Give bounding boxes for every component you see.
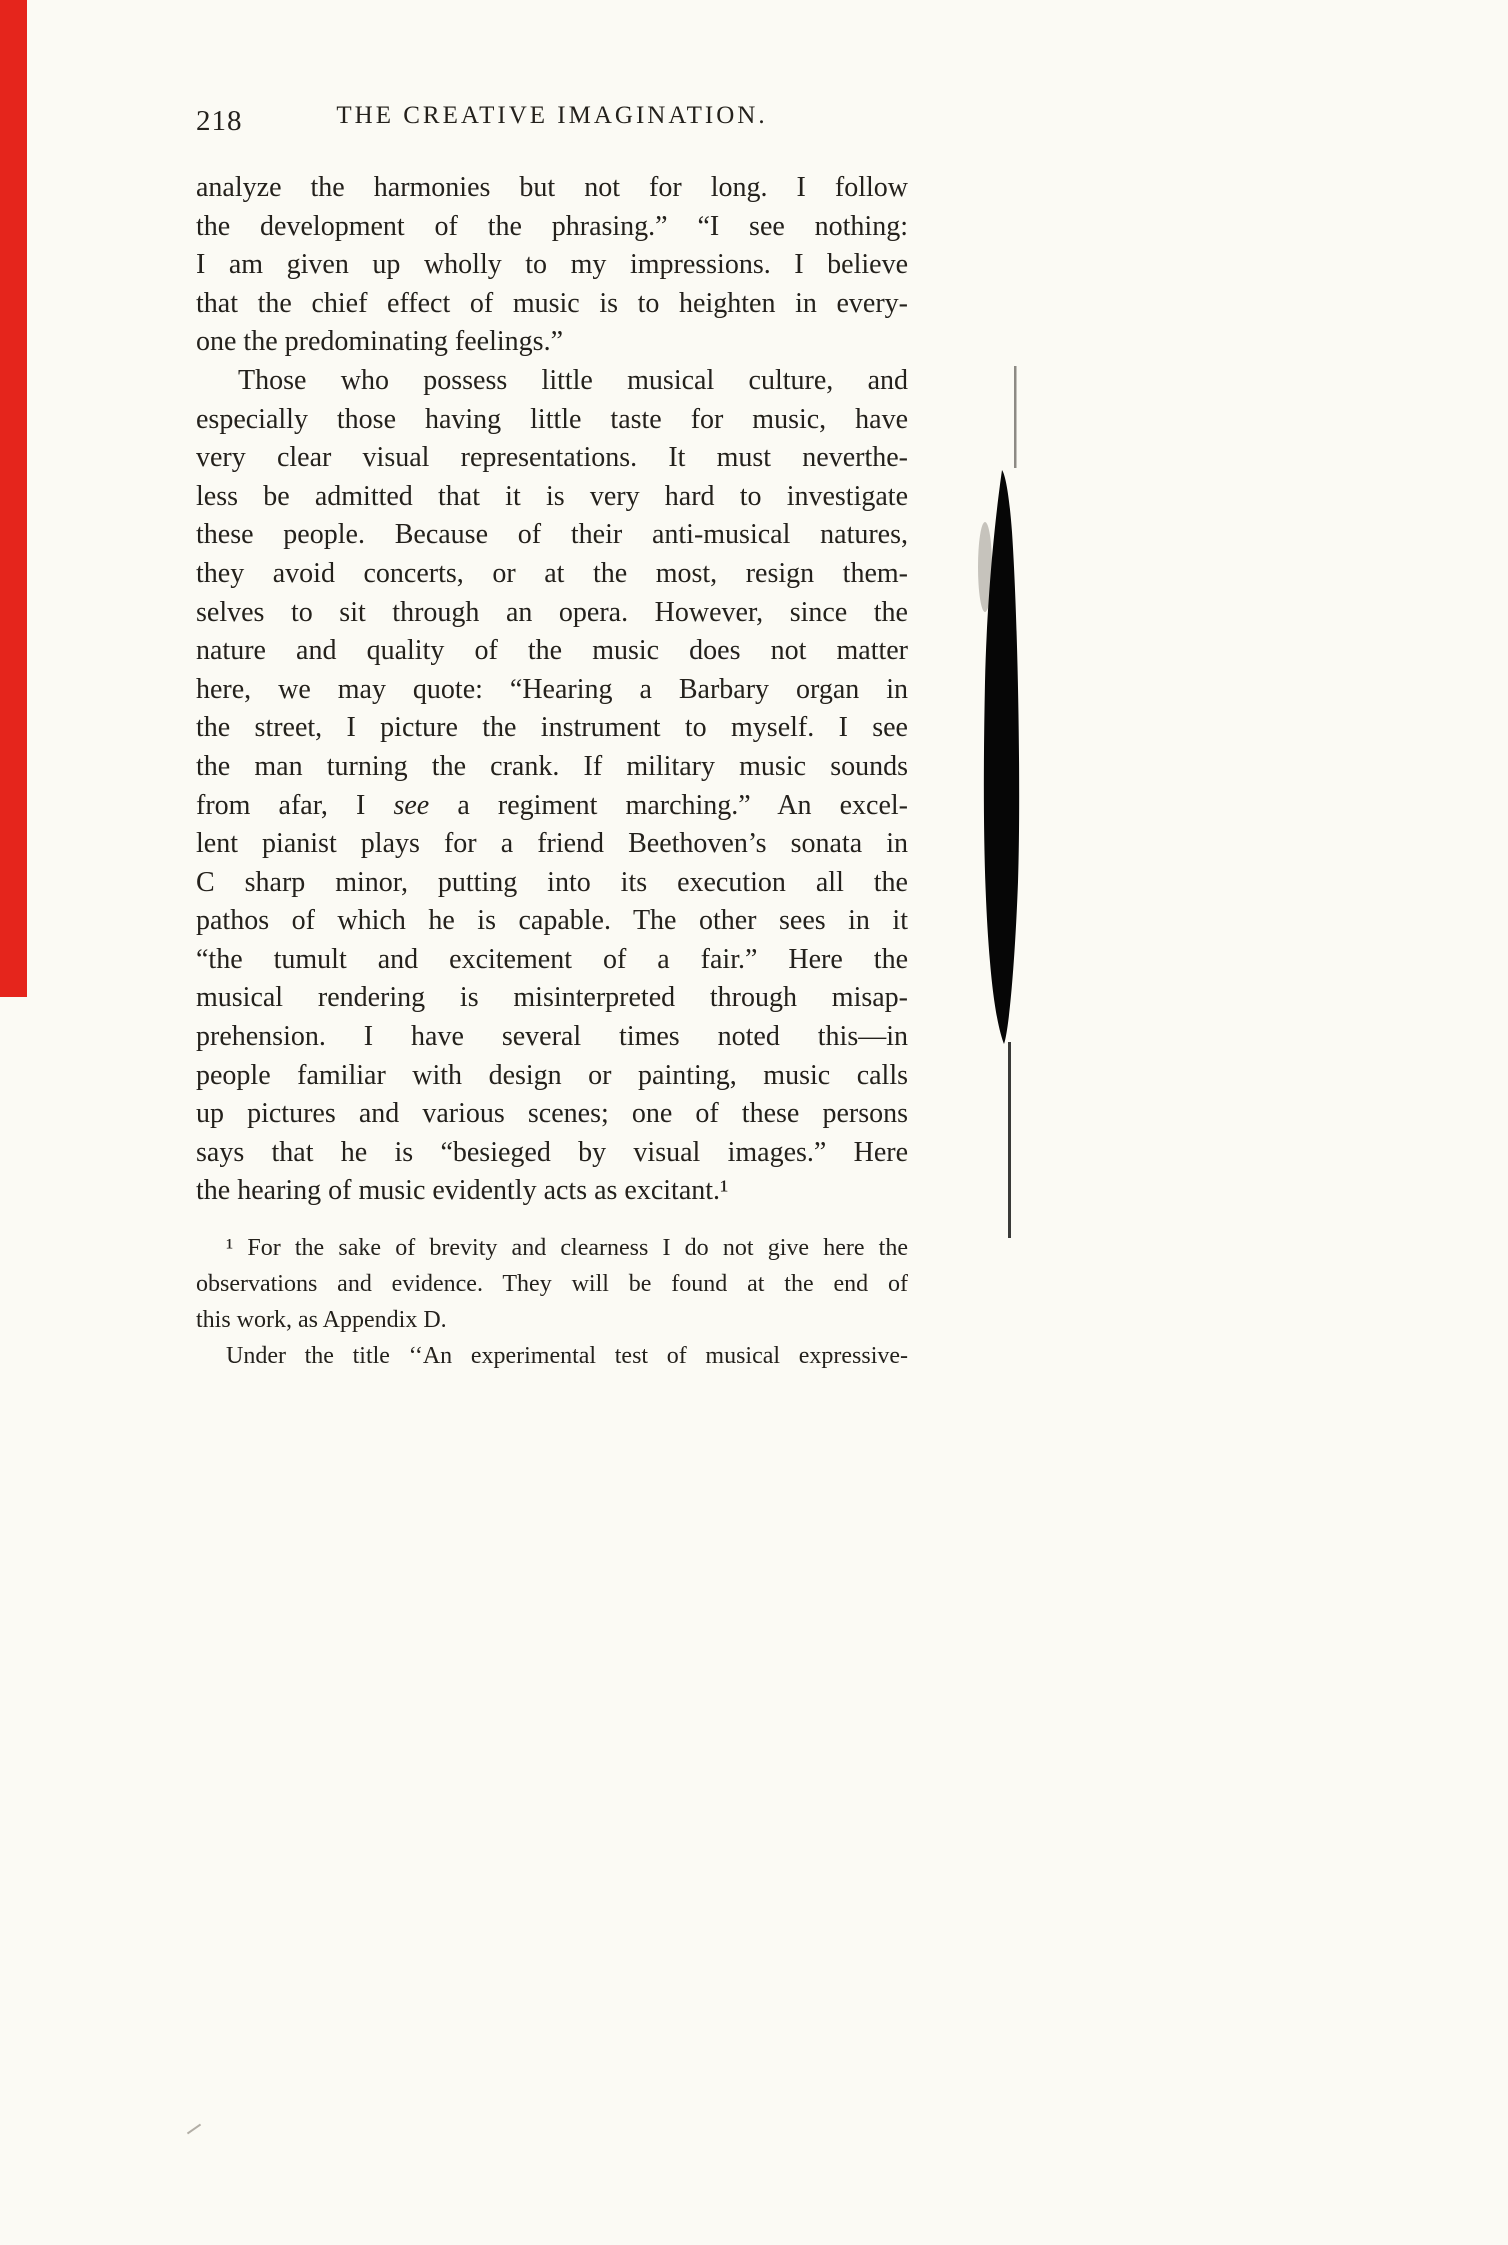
text-line: observations and evidence. They will be found at the end of [196, 1271, 908, 1297]
text-line: “the tumult and excitement of a fair.” Here the [196, 943, 908, 975]
text-line: analyze the harmonies but not for long. I follow [196, 172, 908, 203]
text-line: Under the title ‘‘An experimental test of musical expressive- [226, 1343, 908, 1369]
text-line: the man turning the crank. If military music sounds [196, 750, 908, 782]
text-line: very clear visual representations. It must neverthe- [196, 442, 908, 474]
paragraph [196, 362, 908, 1211]
text-line: here, we may quote: “Hearing a Barbary organ in [196, 673, 908, 705]
running-header: THE CREATIVE IMAGINATION. [336, 102, 768, 129]
text-column [196, 169, 908, 1211]
text-line: that the chief effect of music is to heighten in every- [196, 287, 908, 319]
text-line: less be admitted that it is very hard to investigate [196, 480, 908, 512]
scan-artifact-red-strip [0, 0, 27, 997]
text-line: the hearing of music evidently acts as excitant.¹ [196, 1175, 729, 1207]
text-line: up pictures and various scenes; one of these persons [196, 1098, 908, 1130]
footnote-paragraph [196, 1230, 908, 1338]
text-line: from afar, I see a regiment marching.” An excel- [196, 789, 908, 821]
text-line: says that he is “besieged by visual images.” Here [196, 1136, 908, 1168]
page-number: 218 [196, 105, 243, 137]
text-line: one the predominating feelings.” [196, 326, 563, 358]
text-line: selves to sit through an opera. However, since the [196, 596, 908, 628]
text-line: prehension. I have several times noted this—in [196, 1021, 908, 1053]
text-line: pathos of which he is capable. The other sees in it [196, 905, 908, 937]
text-line: people familiar with design or painting, music calls [196, 1059, 908, 1091]
text-line: the development of the phrasing.” “I see nothing: [196, 210, 908, 242]
text-line: these people. Because of their anti-musical natures, [196, 519, 908, 551]
text-line: they avoid concerts, or at the most, resign them- [196, 557, 908, 589]
text-line: especially those having little taste for music, have [196, 403, 908, 435]
text-line: nature and quality of the music does not matter [196, 635, 908, 667]
scan-artifact-ink-streak [968, 362, 1048, 1262]
footnote-paragraph [196, 1338, 908, 1374]
text-line: Those who possess little musical culture, and [238, 364, 908, 396]
text-line: the street, I picture the instrument to myself. I see [196, 712, 908, 744]
text-line: this work, as Appendix D. [196, 1307, 447, 1333]
page-header [196, 102, 908, 142]
text-line: lent pianist plays for a friend Beethoven’s sonata in [196, 828, 908, 860]
text-line: ¹ For the sake of brevity and clearness I do not give here the [226, 1235, 908, 1261]
footnote [196, 1230, 908, 1374]
text-line: C sharp minor, putting into its execution all the [196, 866, 908, 898]
text-line: musical rendering is misinterpreted through misap- [196, 982, 908, 1014]
scan-artifact-mark [187, 2124, 201, 2135]
text-line: I am given up wholly to my impressions. I believe [196, 249, 908, 281]
paragraph [196, 169, 908, 362]
